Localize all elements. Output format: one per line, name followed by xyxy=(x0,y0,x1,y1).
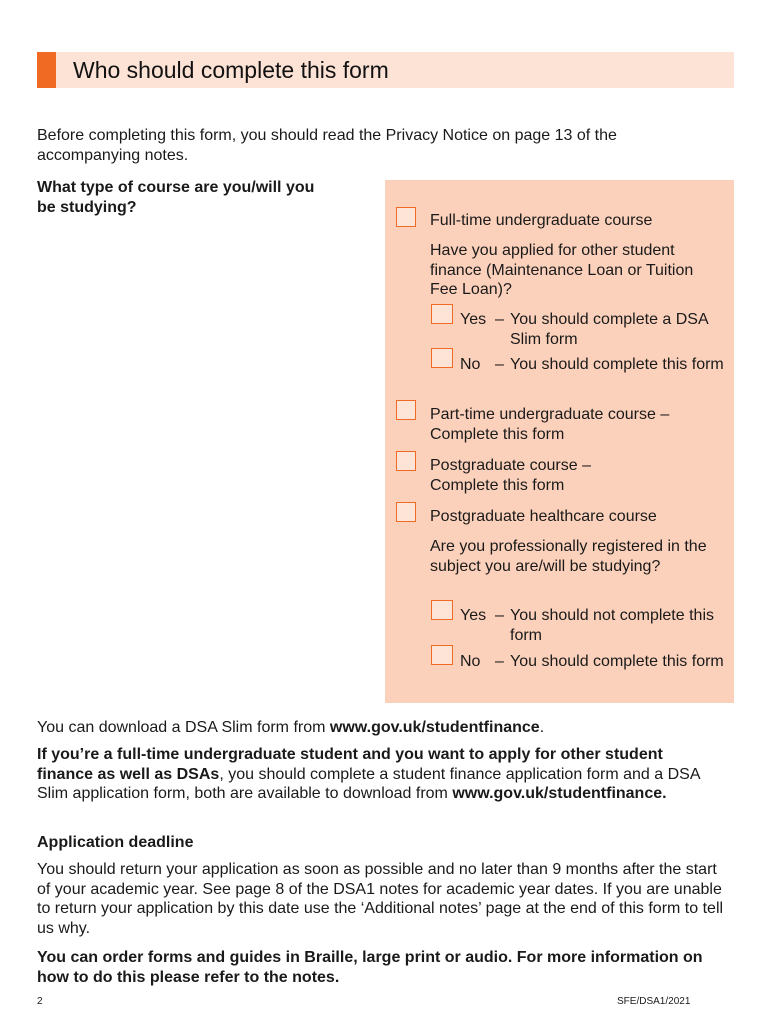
healthcare-yes-checkbox[interactable] xyxy=(431,600,453,620)
page-number: 2 xyxy=(37,996,43,1007)
healthcare-no-label: No xyxy=(460,653,481,670)
fulltime-yes-checkbox[interactable] xyxy=(431,304,453,324)
healthcare-followup-question: Are you professionally registered in the subject you are/will be studying? xyxy=(430,538,707,575)
healthcare-no-dash: – xyxy=(495,653,504,670)
fulltime-no-dash: – xyxy=(495,356,504,373)
braille-note: You can order forms and guides in Braille, large print or audio. For more information on how to do this please refer to the notes. xyxy=(37,949,703,986)
download-paragraph xyxy=(37,718,737,738)
download-link[interactable]: www.gov.uk/studentfinance xyxy=(329,719,540,736)
fulltime-note-paragraph xyxy=(37,745,717,804)
download-text: You can download a DSA Slim form from xyxy=(37,719,330,736)
fulltime-label: Full-time undergraduate course xyxy=(430,212,653,229)
section-title: Who should complete this form xyxy=(73,57,389,83)
healthcare-yes-label: Yes xyxy=(460,607,487,624)
healthcare-label: Postgraduate healthcare course xyxy=(430,508,657,525)
healthcare-no-result: You should complete this form xyxy=(510,653,724,670)
course-question: What type of course are you/will you be studying? xyxy=(37,179,315,216)
healthcare-yes-result: You should not complete this form xyxy=(510,607,714,644)
deadline-heading: Application deadline xyxy=(37,834,194,851)
section-banner xyxy=(37,52,734,88)
form-code: SFE/DSA1/2021 xyxy=(617,996,691,1007)
download-end: . xyxy=(539,719,545,736)
fulltime-no-label: No xyxy=(460,356,481,373)
fulltime-yes-result: You should complete a DSA Slim form xyxy=(510,311,708,348)
healthcare-no-checkbox[interactable] xyxy=(431,645,453,665)
fulltime-note-text: , you should complete a student finance application form and a DSA Slim application form, both are available to download from xyxy=(37,765,700,802)
postgrad-label: Postgraduate course – Complete this form xyxy=(430,457,591,494)
deadline-text: You should return your application as soon as possible and no later than 9 months after the start of your academic year. See page 8 of the DSA1 notes for academic year dates. If you are unable to return your application by this date use the ‘Additional notes’ page at the end of this form to tell us why. xyxy=(37,861,724,937)
fulltime-checkbox[interactable] xyxy=(396,207,416,227)
fulltime-note-bold: If you’re a full-time undergraduate student and you want to apply for other student finance as well as DSAs xyxy=(37,746,663,783)
healthcare-yes-option xyxy=(460,606,730,646)
course-options-panel xyxy=(385,180,734,703)
postgrad-checkbox[interactable] xyxy=(396,451,416,471)
healthcare-no-option xyxy=(460,652,730,692)
intro-text: Before completing this form, you should read the Privacy Notice on page 13 of the accompanying notes. xyxy=(37,127,617,164)
fulltime-no-checkbox[interactable] xyxy=(431,348,453,368)
fulltime-no-option xyxy=(460,355,730,395)
fulltime-yes-dash: – xyxy=(495,311,504,328)
parttime-label: Part-time undergraduate course – Complete this form xyxy=(430,406,670,443)
healthcare-checkbox[interactable] xyxy=(396,502,416,522)
fulltime-followup-question: Have you applied for other student finance (Maintenance Loan or Tuition Fee Loan)? xyxy=(430,242,694,298)
fulltime-note-link[interactable]: www.gov.uk/studentfinance. xyxy=(452,785,667,802)
fulltime-yes-option xyxy=(460,310,730,350)
fulltime-yes-label: Yes xyxy=(460,311,487,328)
fulltime-no-result: You should complete this form xyxy=(510,356,724,373)
parttime-checkbox[interactable] xyxy=(396,400,416,420)
banner-accent-bar xyxy=(37,52,56,88)
healthcare-yes-dash: – xyxy=(495,607,504,624)
